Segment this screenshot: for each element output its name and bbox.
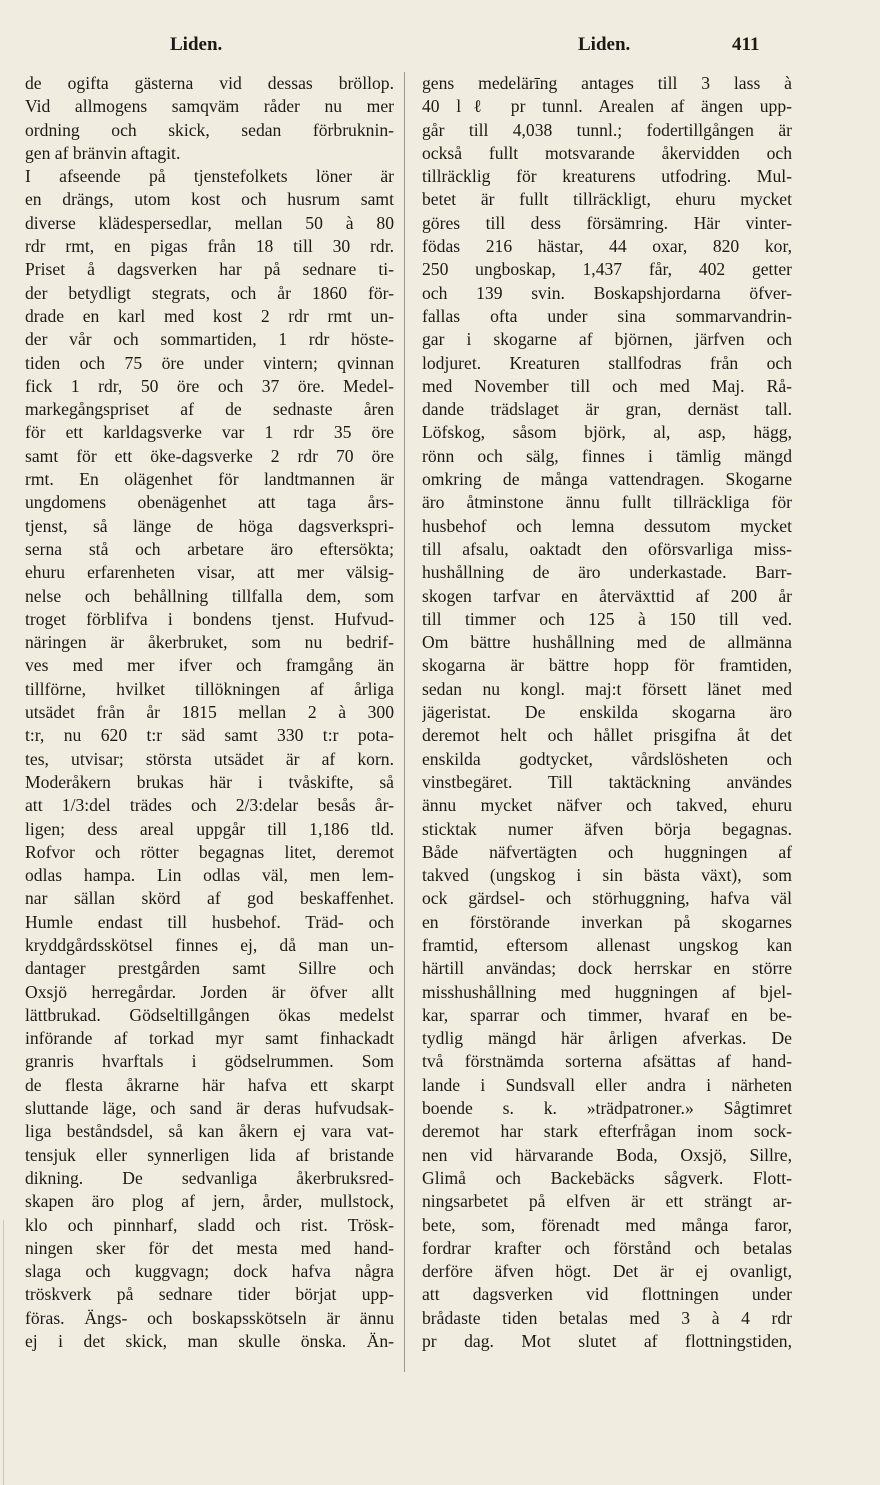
running-head-left: Liden. [170,34,223,55]
text-line: pr dag. Mot slutet af flottningstiden, [422,1331,792,1352]
page-edge-line [3,1220,4,1485]
text-line: Om bättre hushållning med de allmänna [422,632,792,653]
text-line: dikning. De sedvanliga åkerbruksred- [25,1167,394,1188]
text-line: sluttande läge, och sand är deras hufvudsak- [25,1098,394,1119]
text-line: ningen sker för det mesta med hand- [25,1237,394,1258]
text-line: näringen är åkerbruket, som nu bedrif- [25,632,394,653]
text-line: serna stå och arbetare äro eftersökta; [25,538,394,559]
text-line: framtid, eftersom allenast ungskog kan [422,934,792,955]
text-line: tiden och 75 öre under vintern; qvinnan [25,352,394,373]
text-line: liga beståndsdel, så kan åkern ej vara vat- [25,1121,394,1142]
text-line: bete, som, förenadt med många faror, [422,1214,792,1235]
text-line: deremot har stark efterfrågan inom sock- [422,1121,792,1142]
text-line: för ett karldagsverke var 1 rdr 35 öre [25,422,394,443]
text-line: ordning och skick, sedan förbruknin- [25,119,394,140]
text-line: lodjuret. Kreaturen stallfodras från och [422,352,792,373]
text-line: fallas ofta under sina sommarvandrin- [422,305,792,326]
left-text-column [25,72,394,1353]
text-line: drade en karl med kost 2 rdr rmt un- [25,305,394,326]
text-line: hushållning de äro underkastade. Barr- [422,562,792,583]
text-line: deremot helt och hållet prisgifna åt det [422,725,792,746]
running-head-right: Liden. [578,34,631,55]
text-line: I afseende på tjenstefolkets löner är [25,166,394,187]
text-line: lättbrukad. Gödseltillgången ökas medelst [25,1004,394,1025]
text-line: gen af bränvin aftagit. [25,142,181,163]
text-line: rönn och sälg, finnes i tämlig mängd [422,445,792,466]
text-line: skogen tarfvar en återväxttid af 200 år [422,585,792,606]
text-line: tes, utvisar; största utsädet är af korn. [25,748,394,769]
text-line: brådaste tiden betalas med 3 à 4 rdr [422,1307,792,1328]
page-number: 411 [732,34,760,55]
text-line: misshushållning med huggningen af bjel- [422,981,792,1002]
text-line: rdr rmt, en pigas från 18 till 30 rdr. [25,236,394,257]
text-line: Moderåkern brukas här i tvåskifte, så [25,771,394,792]
text-line: födas 216 hästar, 44 oxar, 820 kor, [422,236,792,257]
text-line: enskilda godtycket, vårdslösheten och [422,748,792,769]
text-line: ej i det skick, man skulle önska. Än- [25,1331,394,1352]
text-line: nelse och behållning tillfalla dem, som [25,585,394,606]
text-line: Rofvor och rötter begagnas litet, deremot [25,841,394,862]
text-line: rmt. En olägenhet för landtmannen är [25,469,394,490]
text-line: utsädet från år 1815 mellan 2 à 300 [25,702,394,723]
text-line: ock gärdsel- och störhuggning, hafva väl [422,888,792,909]
text-line: och 139 svin. Boskapshjordarna öfver- [422,282,792,303]
text-line: Glimå och Backebäcks sågverk. Flott- [422,1167,792,1188]
text-line: skogarna är bättre hopp för framtiden, [422,655,792,676]
column-divider [404,72,405,1372]
text-line: boende s. k. »trädpatroner.» Sågtimret [422,1098,792,1119]
text-line: ligen; dess areal uppgår till 1,186 tld. [25,818,394,839]
text-line: troget förblifva i bondens tjenst. Hufvud- [25,608,394,629]
text-line: ännu mycket näfver och takved, ehuru [422,795,792,816]
text-line: ves med mer ifver och framgång än [25,655,394,676]
text-line: föras. Ängs- och boskapsskötseln är ännu [25,1307,394,1328]
text-line: Humle endast till husbehof. Träd- och [25,911,394,932]
text-line: går till 4,038 tunnl.; fodertillgången är [422,119,792,140]
text-line: tillräcklig för kreaturens utfodring. Mul- [422,166,792,187]
text-line: samt för ett öke-dagsverke 2 rdr 70 öre [25,445,394,466]
text-line: till afsalu, oaktadt den oförsvarliga miss- [422,538,792,559]
text-line: omkring de många vattendragen. Skogarne [422,469,792,490]
text-line: 250 ungboskap, 1,437 får, 402 getter [422,259,792,280]
text-line: fordrar krafter och förstånd och betalas [422,1237,792,1258]
text-line: husbehof och lemna dessutom mycket [422,515,792,536]
text-line: gar i skogarne af björnen, järfven och [422,329,792,350]
text-line: tjenst, så länge de höga dagsverkspri- [25,515,394,536]
text-line: en drängs, utom kost och husrum samt [25,189,394,210]
text-line: takved (ungskog i sin bästa växt), som [422,865,792,886]
text-line: äro åtminstone ännu fullt tillräckliga för [422,492,792,513]
text-line: derföre äfven högt. Det är ej ovanligt, [422,1261,792,1282]
text-line: de ogifta gästerna vid dessas bröllop. [25,73,394,93]
text-line: till timmer och 125 à 150 till ved. [422,608,792,629]
text-line: markegångspriset af de sednaste åren [25,399,394,420]
text-line: lande i Sundsvall eller andra i närheten [422,1074,792,1095]
text-line: två förstnämda sorterna afsättas af hand- [422,1051,792,1072]
text-line: kryddgårdsskötsel finnes ej, då man un- [25,934,394,955]
text-line: med November till och med Maj. Rå- [422,375,792,396]
text-line: göres till dess försämring. Här vinter- [422,212,792,233]
text-line: skapen äro plog af jern, årder, mullstock, [25,1191,394,1212]
text-line: gens medelärīng antages till 3 lass à [422,73,792,93]
text-line: de flesta åkrarne här hafva ett skarpt [25,1074,394,1095]
text-line: Priset å dagsverken har på sednare ti- [25,259,394,280]
text-line: tydlig mängd här årligen afverkas. De [422,1028,792,1049]
text-line: att 1/3:del trädes och 2/3:delar besås år- [25,795,394,816]
text-line: odlas hampa. Lin odlas väl, men lem- [25,865,394,886]
text-line: Löfskog, såsom björk, al, asp, hägg, [422,422,792,443]
text-line: betet är fullt tillräckligt, ehuru mycket [422,189,792,210]
text-line: en förstörande inverkan på skogarnes [422,911,792,932]
text-line: Både näfvertägten och huggningen af [422,841,792,862]
text-line: ungdomens obenägenhet att taga års- [25,492,394,513]
text-line: slaga och kuggvagn; dock hafva några [25,1261,394,1282]
text-line: jägeristat. De enskilda skogarna äro [422,702,792,723]
text-line: fick 1 rdr, 50 öre och 37 öre. Medel- [25,375,394,396]
text-line: Oxsjö herregårdar. Jorden är öfver allt [25,981,394,1002]
text-line: att dagsverken vid flottningen under [422,1284,792,1305]
right-text-column [422,72,792,1353]
text-line: nar sällan skörd af god beskaffenhet. [25,888,394,909]
text-line: tillförne, hvilket tillökningen af årliga [25,678,394,699]
text-line: också fullt motsvarande åkervidden och [422,142,792,163]
text-line: dande trädslaget är gran, dernäst tall. [422,399,792,420]
text-line: t:r, nu 620 t:r säd samt 330 t:r pota- [25,725,394,746]
text-line: diverse klädespersedlar, mellan 50 à 80 [25,212,394,233]
text-line: härtill användas; dock herrskar en större [422,958,792,979]
text-line: ningsarbetet på elfven är ett strängt ar- [422,1191,792,1212]
text-line: 40 lℓ pr tunnl. Arealen af ängen upp- [422,96,792,117]
text-line: införande af torkad myr samt finhackadt [25,1028,394,1049]
text-line: kar, sparrar och timmer, hvaraf en be- [422,1004,792,1025]
text-line: tensjuk eller synnerligen lida af bristande [25,1144,394,1165]
text-line: nen vid härvarande Boda, Oxsjö, Sillre, [422,1144,792,1165]
text-line: dantager prestgården samt Sillre och [25,958,394,979]
text-line: granris hvarftals i gödselrummen. Som [25,1051,394,1072]
text-line: sedan nu kongl. maj:t försett länet med [422,678,792,699]
text-line: klo och pinnharf, sladd och rist. Trösk- [25,1214,394,1235]
text-line: Vid allmogens samqväm råder nu mer [25,96,394,117]
text-line: ehuru erfarenheten visar, att mer välsig- [25,562,394,583]
text-line: der betydligt stegrats, och år 1860 för- [25,282,394,303]
text-line: sticktak numer äfven börja begagnas. [422,818,792,839]
text-line: tröskverk på sednare tider börjat upp- [25,1284,394,1305]
text-line: der vår och sommartiden, 1 rdr höste- [25,329,394,350]
text-line: vinstbegäret. Till taktäckning användes [422,771,792,792]
